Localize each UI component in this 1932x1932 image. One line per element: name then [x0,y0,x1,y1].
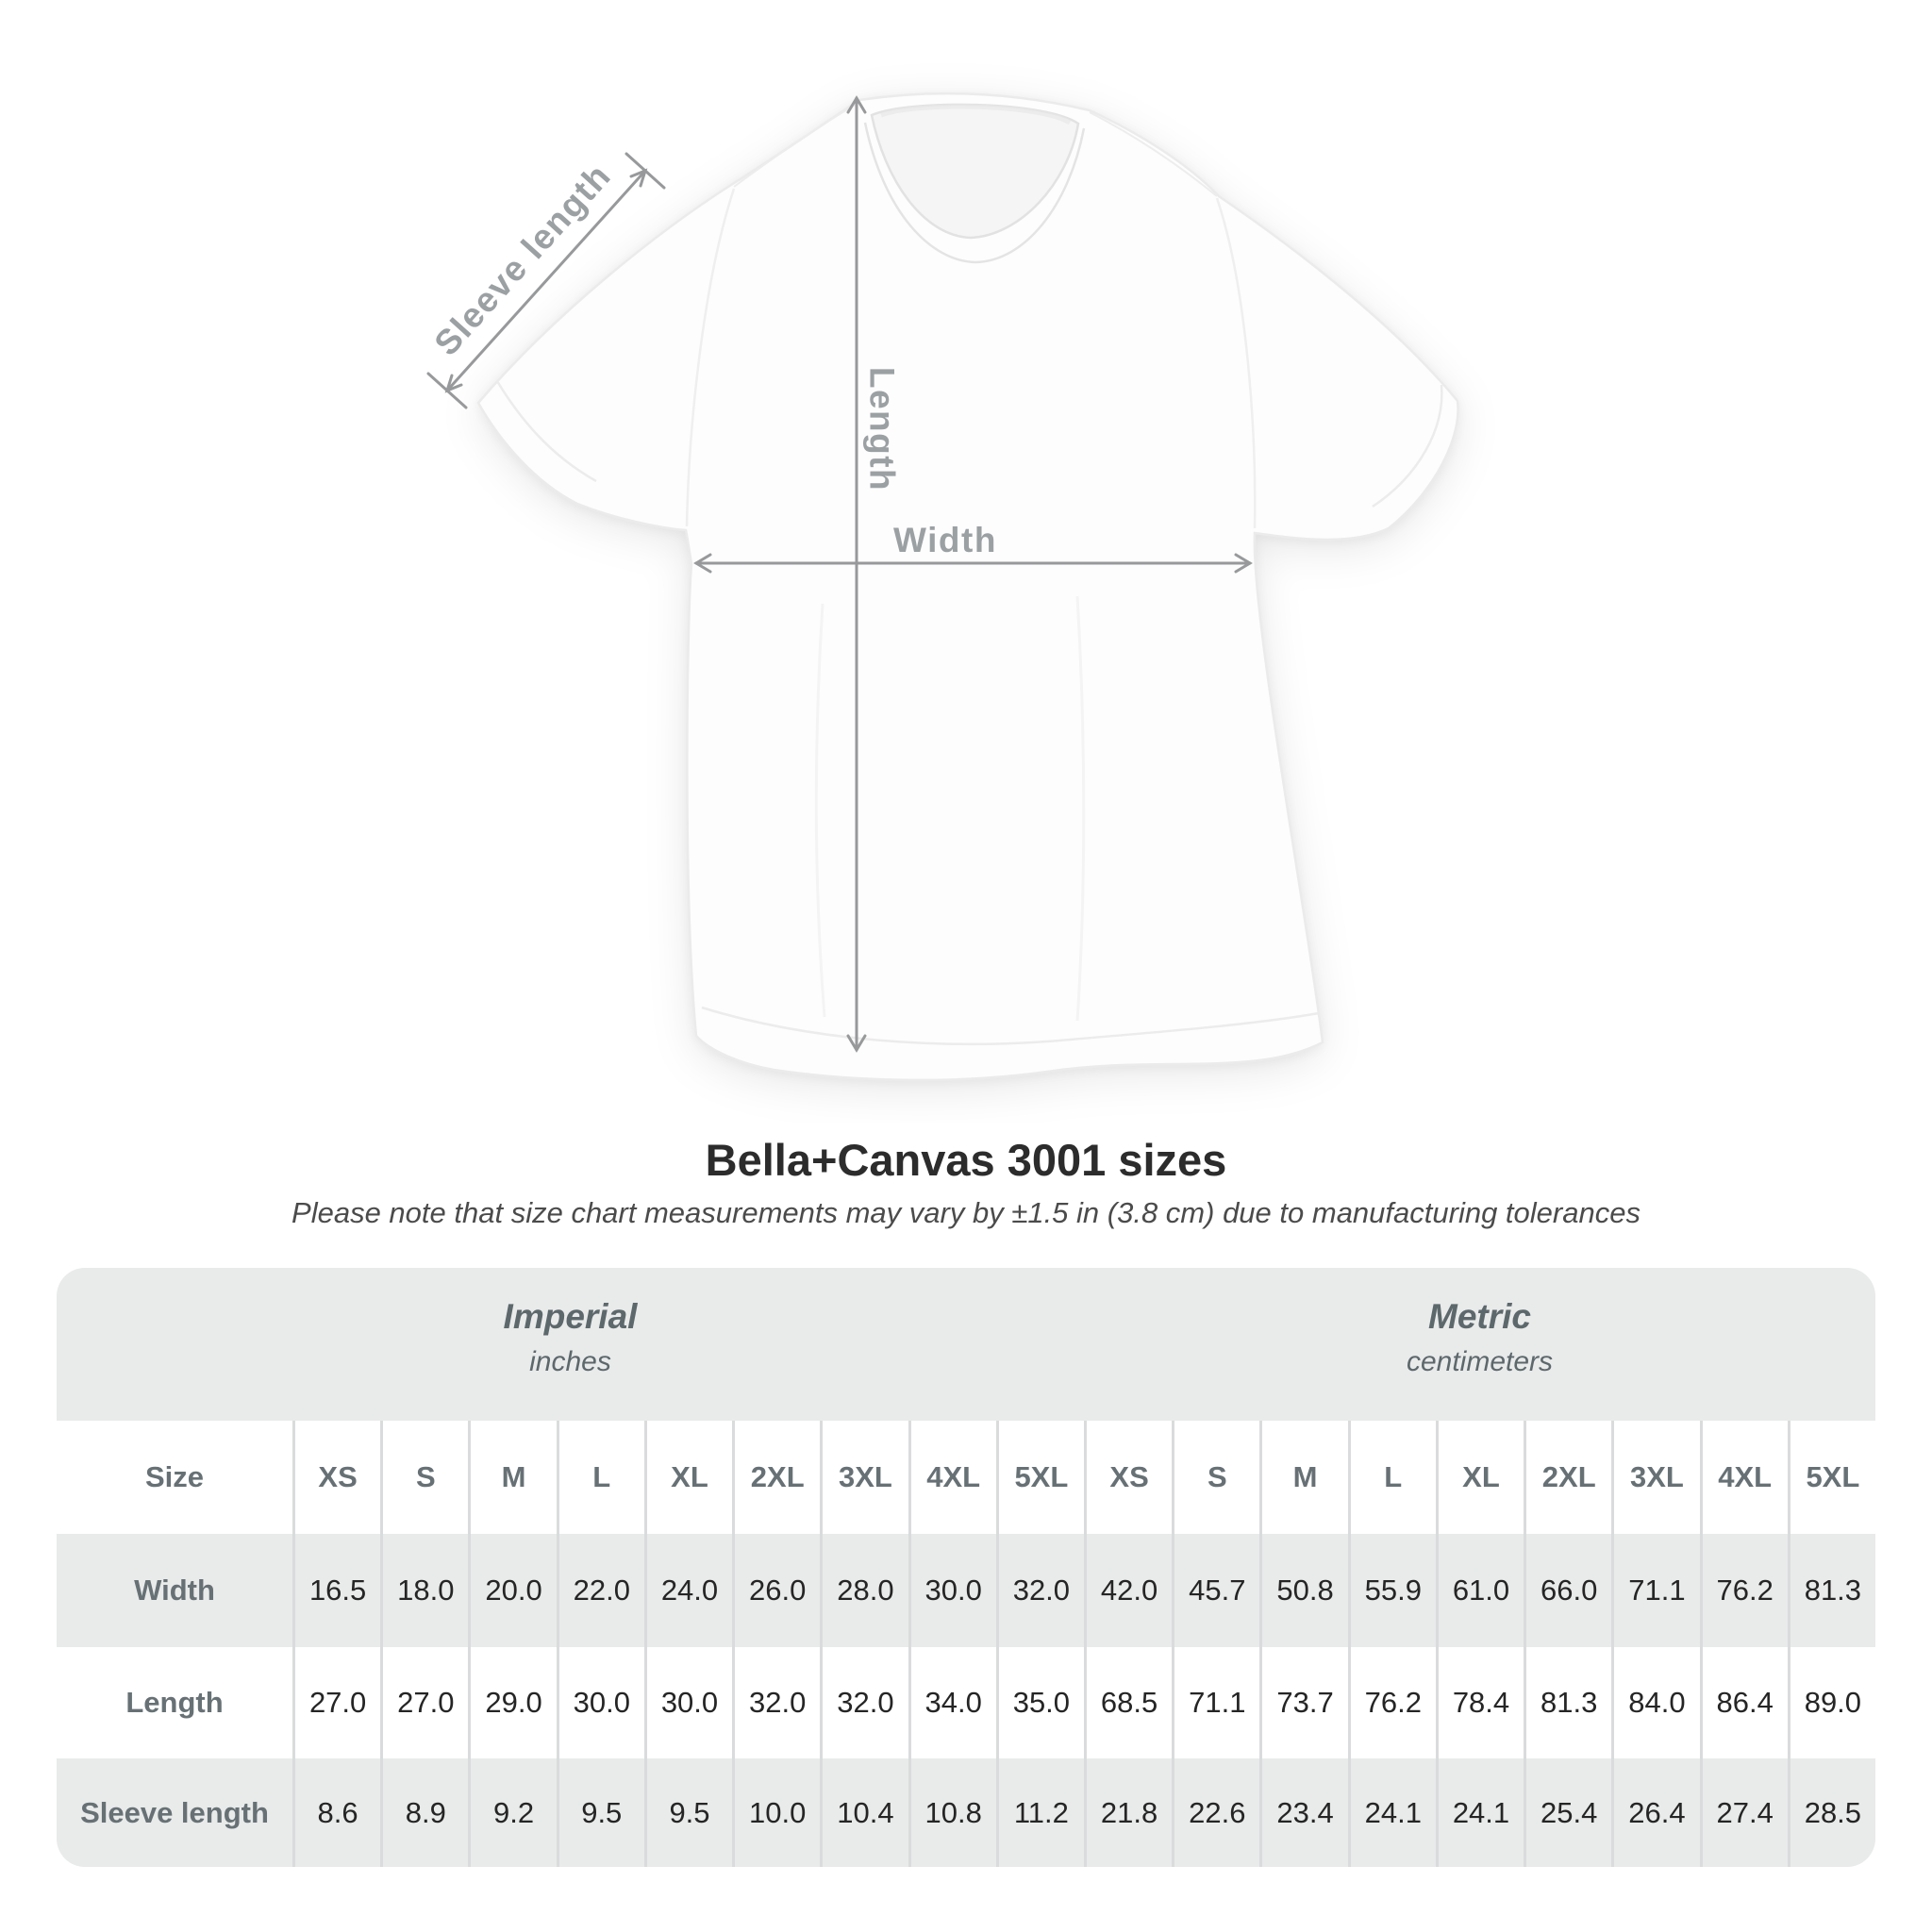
size-col-header: L [1348,1421,1436,1534]
measure-cell: 28.0 [820,1534,908,1647]
measure-cell: 9.5 [644,1758,732,1867]
measure-cell: 76.2 [1700,1534,1788,1647]
page-title: Bella+Canvas 3001 sizes [705,1135,1227,1185]
tshirt-body [478,93,1458,1080]
size-col-header: XL [644,1421,732,1534]
measure-cell: 23.4 [1259,1758,1347,1867]
size-col-header: 3XL [1611,1421,1699,1534]
row-label: Width [134,1574,215,1607]
measure-cell: 10.8 [908,1758,996,1867]
size-col-header: 5XL [1788,1421,1875,1534]
width-label: Width [893,521,997,559]
measure-cell: 89.0 [1788,1647,1875,1758]
measure-cell: 78.4 [1436,1647,1524,1758]
measure-cell: 35.0 [996,1647,1084,1758]
measure-cell: 32.0 [996,1534,1084,1647]
sleeve-end-tick [626,154,664,188]
size-col-header: XL [1436,1421,1524,1534]
measure-cell: 11.2 [996,1758,1084,1867]
measure-cell: 73.7 [1259,1647,1347,1758]
measure-cell: 68.5 [1084,1647,1172,1758]
imperial-group-header [57,1268,1084,1421]
measure-cell: 66.0 [1524,1534,1611,1647]
size-col-header: S [1172,1421,1259,1534]
measure-cell: 27.0 [292,1647,380,1758]
measure-cell: 22.6 [1172,1758,1259,1867]
measure-cell: 26.4 [1611,1758,1699,1867]
measure-cell: 10.4 [820,1758,908,1867]
size-col-header: M [468,1421,556,1534]
measure-cell: 22.0 [557,1534,644,1647]
measure-cell: 81.3 [1524,1647,1611,1758]
sleeve-end-tick [428,374,466,408]
group-unit: inches [529,1346,611,1377]
measure-cell: 30.0 [908,1534,996,1647]
group-title: Imperial [503,1297,638,1336]
measure-cell: 16.5 [292,1534,380,1647]
group-title: Metric [1428,1297,1531,1336]
length-row [57,1647,1875,1758]
measure-cell: 24.1 [1436,1758,1524,1867]
measure-cell: 9.5 [557,1758,644,1867]
measure-cell: 24.1 [1348,1758,1436,1867]
size-col-header: 5XL [996,1421,1084,1534]
size-col-header: 4XL [908,1421,996,1534]
measure-cell: 8.9 [380,1758,468,1867]
tolerance-note: Please note that size chart measurements may vary by ±1.5 in (3.8 cm) due to manufacturing tolerances [291,1196,1641,1229]
measure-cell: 71.1 [1611,1534,1699,1647]
size-col-header: S [380,1421,468,1534]
size-col-header: M [1259,1421,1347,1534]
measure-cell: 25.4 [1524,1758,1611,1867]
size-header-row [57,1421,1875,1534]
size-col-header: L [557,1421,644,1534]
measure-cell: 45.7 [1172,1534,1259,1647]
size-col-header: XS [1084,1421,1172,1534]
measure-cell: 50.8 [1259,1534,1347,1647]
measure-cell: 84.0 [1611,1647,1699,1758]
measure-cell: 61.0 [1436,1534,1524,1647]
metric-group-header [1084,1268,1875,1421]
size-col-header: XS [292,1421,380,1534]
sleeve-length-label: Sleeve length [426,156,619,363]
measure-cell: 42.0 [1084,1534,1172,1647]
size-table [57,1268,1875,1867]
unit-group-row [57,1268,1875,1421]
measure-cell: 21.8 [1084,1758,1172,1867]
measure-cell: 32.0 [732,1647,820,1758]
measure-cell: 27.0 [380,1647,468,1758]
sleeve-length-row [57,1758,1875,1867]
measure-cell: 76.2 [1348,1647,1436,1758]
measure-cell: 32.0 [820,1647,908,1758]
measure-cell: 20.0 [468,1534,556,1647]
measure-cell: 71.1 [1172,1647,1259,1758]
size-col-header: 4XL [1700,1421,1788,1534]
size-col-header: 2XL [732,1421,820,1534]
measure-cell: 55.9 [1348,1534,1436,1647]
tshirt-graphic [478,93,1458,1080]
measure-cell: 86.4 [1700,1647,1788,1758]
row-label: Length [125,1686,224,1719]
group-unit: centimeters [1406,1346,1554,1377]
measure-cell: 24.0 [644,1534,732,1647]
measure-cell: 28.5 [1788,1758,1875,1867]
size-col-header: 3XL [820,1421,908,1534]
width-row [57,1534,1875,1647]
measure-cell: 30.0 [644,1647,732,1758]
size-col-header: 2XL [1524,1421,1611,1534]
tshirt-measurement-diagram [368,38,1528,1123]
measure-cell: 10.0 [732,1758,820,1867]
measure-cell: 27.4 [1700,1758,1788,1867]
measure-cell: 34.0 [908,1647,996,1758]
size-label: Size [144,1460,205,1493]
measure-cell: 8.6 [292,1758,380,1867]
measure-cell: 30.0 [557,1647,644,1758]
measure-cell: 9.2 [468,1758,556,1867]
row-label: Sleeve length [80,1795,269,1829]
measure-cell: 81.3 [1788,1534,1875,1647]
measure-cell: 18.0 [380,1534,468,1647]
measure-cell: 26.0 [732,1534,820,1647]
measure-cell: 29.0 [468,1647,556,1758]
length-label: Length [862,366,902,492]
